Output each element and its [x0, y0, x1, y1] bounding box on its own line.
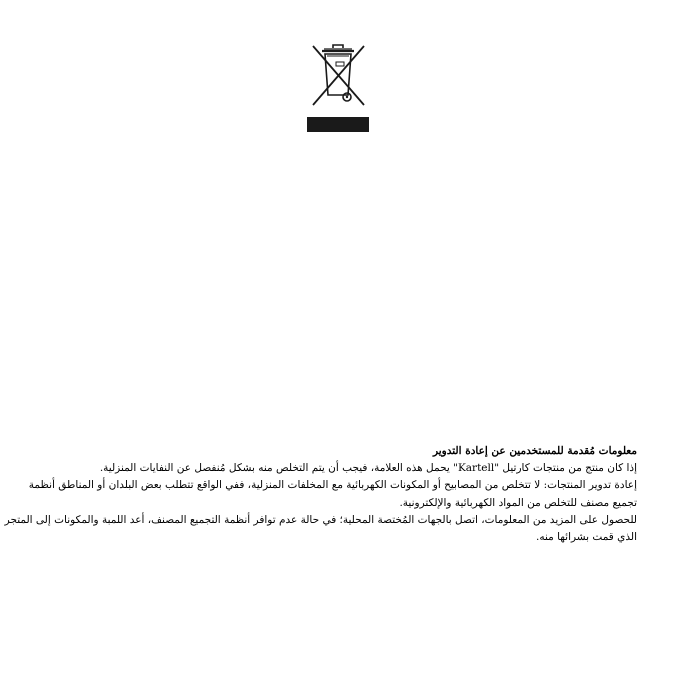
notice-line-2: إعادة تدوير المنتجات: لا تتخلص من المصابيح أو المكونات الكهربائية مع المخلفات المنزلية، ففي الواقع تتطلب بعض البلدان أو المناطق أنظمة	[28, 479, 637, 492]
weee-symbol-graphic	[306, 43, 370, 133]
bin-label	[336, 62, 344, 66]
bin-wheel-hub	[346, 96, 348, 98]
notice-line-4: للحصول على المزيد من المعلومات، اتصل بالجهات المُختصة المحلية؛ في حالة عدم توافر أنظمة التجميع المصنف، أعد اللمبة والمكونات إلى المتجر	[4, 513, 637, 526]
notice-line-5: الذي قمت بشرائها منه.	[536, 531, 637, 544]
notice-heading: معلومات مُقدمة للمستخدمين عن إعادة التدوير	[432, 445, 637, 457]
crossed-out-wheelie-bin-icon	[306, 43, 370, 133]
recycling-notice	[4, 443, 637, 546]
notice-line-3: تجميع مصنف للتخلص من المواد الكهربائية والإلكترونية.	[399, 496, 637, 509]
solid-bar	[307, 117, 369, 132]
bin-handle	[333, 45, 343, 48]
notice-line-1: إذا كان منتج من منتجات كارتيل "Kartell" يحمل هذه العلامة، فيجب أن يتم التخلص منه بشكل مُنفصل عن النفايات المنزلية.	[99, 462, 637, 475]
